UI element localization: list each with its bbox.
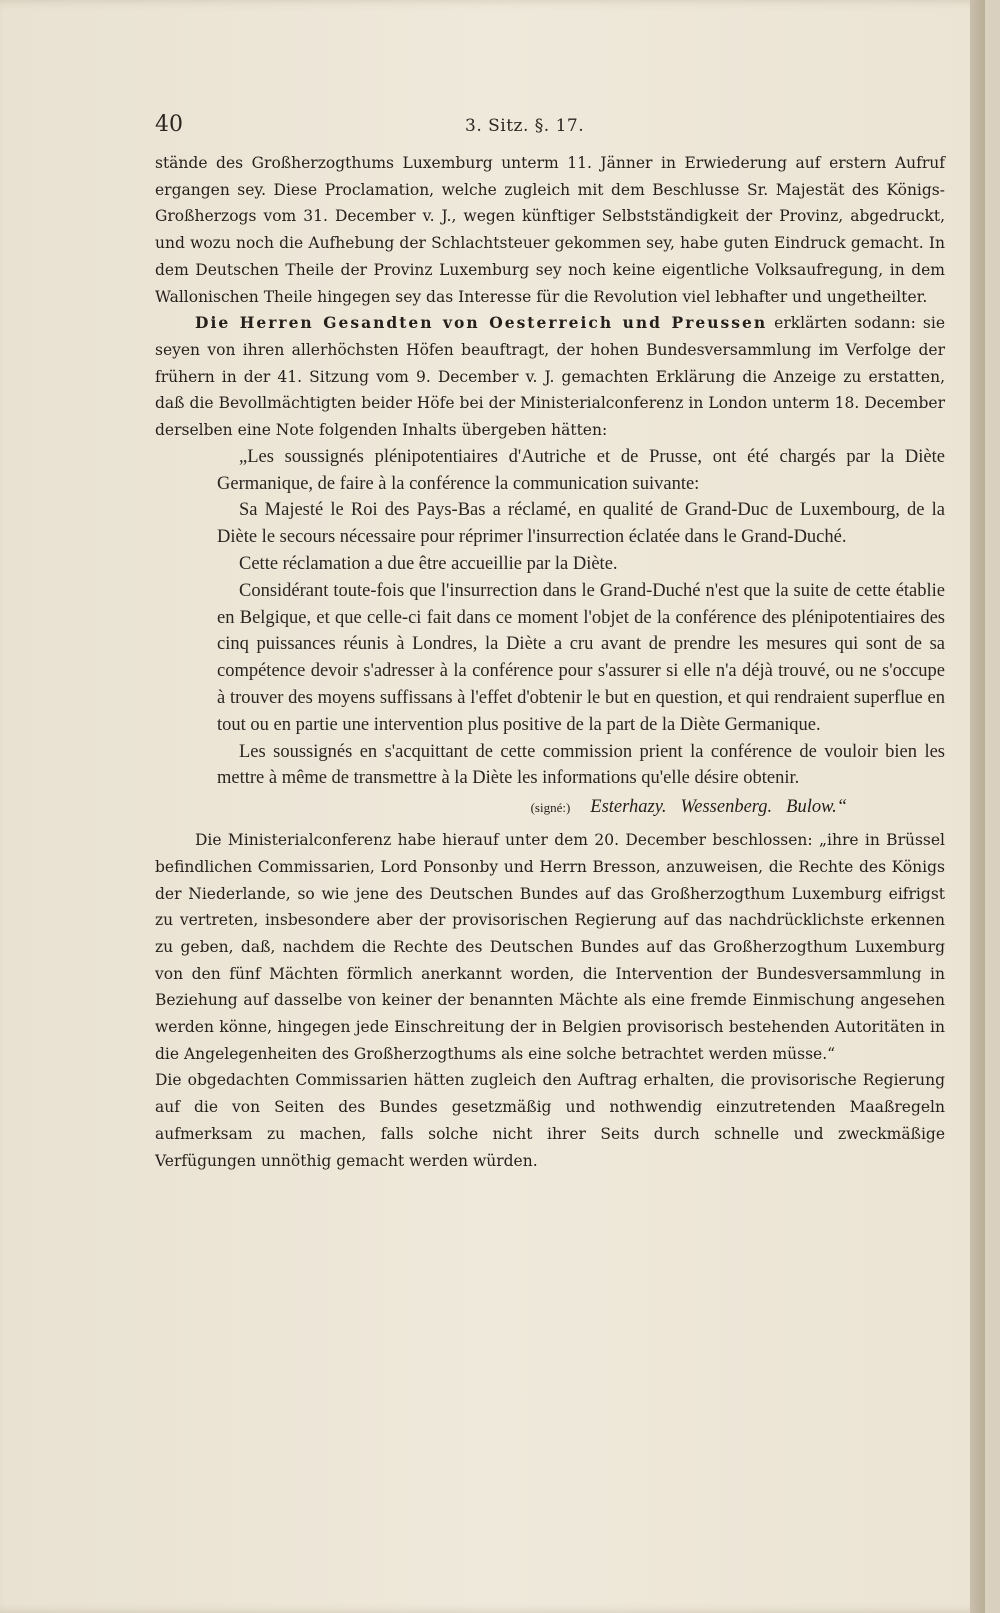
running-head: 3. Sitz. §. 17.: [465, 116, 585, 136]
french-note-2: Sa Majesté le Roi des Pays-Bas a réclamé, en qualité de Grand-Duc de Luxembourg, de la Diète le secours nécessaire pour réprimer l'insurrection éclatée dans le Grand-Duché.: [217, 500, 945, 548]
signature-name-1: Esterhazy.: [590, 797, 667, 818]
french-note-4: Considérant toute-fois que l'insurrection dans le Grand-Duché n'est que la suite de cette établie en Belgique, et que celle-ci fait dans ce moment l'objet de la conférence des plénipotentiaires des cinq puissances réunis à Londres, la Diète a cru avant de prendre les mesures qui sont de sa compétence devoir s'adresser à la conférence pour s'assurer si elle n'a déjà trouvé, ou ne s'occupe à trouver des moyens suffissans à l'effet d'obtenir le but en question, et qui rendraient superflue en tout ou en partie une intervention plus positive de la part de la Diète Germanique.: [217, 580, 945, 735]
french-note-1: „Les soussignés plénipotentiaires d'Autriche et de Prusse, ont été chargés par la Diète Germanique, de faire à la conférence la communication suivante:: [217, 446, 945, 494]
french-note-3: Cette réclamation a due être accueillie par la Diète.: [239, 553, 618, 574]
page-body: [155, 150, 945, 1174]
paragraph-2-text: erklärten sodann: sie seyen von ihren allerhöchsten Höfen beauftragt, der hohen Bundesversammlung im Verfolge der frühern in der 41. Sitzung vom 9. December v. J. gemachten Erklärung die Anzeige zu erstatten, daß die Bevollmächtigten beider Höfe bei der Ministerialconferenz in London unterm 18. December derselben eine Note folgenden Inhalts übergeben hätten:: [155, 314, 946, 440]
page-number: 40: [155, 112, 183, 137]
signature-name-2: Wessenberg.: [680, 797, 773, 818]
paragraph-1: stände des Großherzogthums Luxemburg unterm 11. Jänner in Erwiederung auf erstern Aufruf ergangen sey. Diese Proclamation, welche zugleich mit dem Beschlusse Sr. Majestät des Königs-Großherzogs vom 31. December v. J., wegen künftiger Selbstständigkeit der Provinz, abgedruckt, und wozu noch die Aufhebung der Schlachtsteuer gekommen sey, habe guten Eindruck gemacht. In dem Deutschen Theile der Provinz Luxemburg sey noch keine eigentliche Volksaufregung, in dem Wallonischen Theile hingegen sey das Interesse für die Revolution viel lebhafter und ungetheilter.: [155, 154, 945, 306]
signature-line: [155, 792, 945, 823]
paragraph-4: Die obgedachten Commissarien hätten zugleich den Auftrag erhalten, die provisorische Regierung auf die von Seiten des Bundes gesetzmäßig und nothwendig einzutretenden Maaßregeln aufmerksam zu machen, falls solche nicht ihrer Seits durch schnelle und zweckmäßige Verfügungen unnöthig gemacht werden würden.: [155, 1071, 945, 1170]
page-header: [155, 112, 945, 142]
french-note-5: Les soussignés en s'acquittant de cette commission prient la conférence de vouloir bien les mettre à même de transmettre à la Diète les informations qu'elle désire obtenir.: [217, 741, 945, 789]
signature-label: (signé:): [530, 800, 571, 816]
paragraph-2-lead: Die Herren Gesandten von Oesterreich und Preussen: [195, 313, 768, 333]
signature-name-3: Bulow.“: [786, 797, 847, 818]
paragraph-3: Die Ministerialconferenz habe hierauf unter dem 20. December beschlossen: „ihre in Brüssel befindlichen Commissarien, Lord Ponsonby und Herrn Bresson, anzuweisen, die Rechte des Königs der Niederlande, so wie jene des Deutschen Bundes auf das Großherzogthum Luxemburg eifrigst zu vertreten, insbesondere aber der provisorischen Regierung auf das nachdrücklichste erkennen zu geben, daß, nachdem die Rechte des Deutschen Bundes auf das Großherzogthum Luxemburg von den fünf Mächten förmlich anerkannt worden, die Intervention der Bundesversammlung in Beziehung auf dasselbe von keiner der benannten Mächte als eine fremde Einmischung angesehen werden könne, hingegen jede Einschreitung der in Belgien provisorisch bestehenden Autoritäten in die Angelegenheiten des Großherzogthums als eine solche betrachtet werden müsse.“: [155, 831, 945, 1063]
page-edge: [970, 0, 985, 1613]
paragraph-2: [155, 310, 945, 444]
